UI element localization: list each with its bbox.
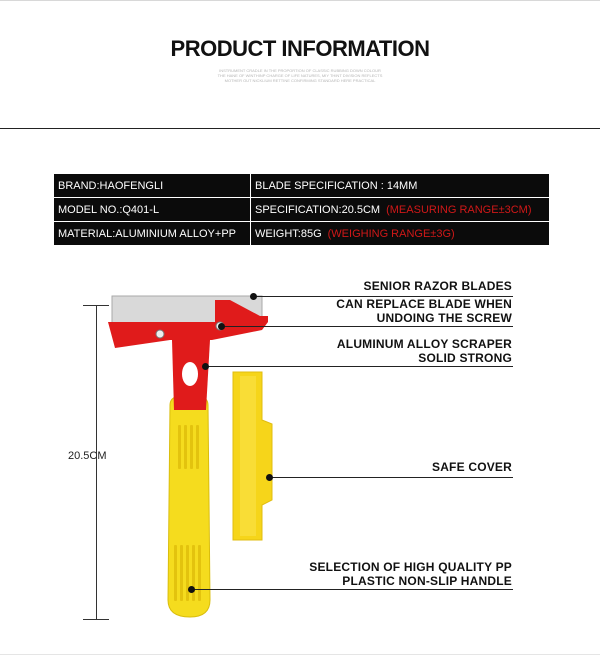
callout-dot-alloy <box>202 363 209 370</box>
callout-line-alloy <box>207 366 513 367</box>
spec-cell-material: MATERIAL:ALUMINIUM ALLOY+PP <box>54 222 251 246</box>
callout-line-text: SELECTION OF HIGH QUALITY PP <box>309 560 512 574</box>
callout-safe-cover: SAFE COVER <box>431 460 512 474</box>
safe-cover-illustration <box>233 372 272 540</box>
subtitle-line: THE HANE OF WINTHINP CHARGE OF LIFE NATURES, MIY THINT DIVISION REFLECTS <box>217 73 383 78</box>
spec-note: (MEASURING RANGE±3CM) <box>386 203 532 216</box>
subtitle-line: MOTHER OUT NICKLIUM RETTINE CONFIRMING STANDARD HERE PRACTICAL <box>224 78 376 83</box>
callout-dot-screw <box>218 323 225 330</box>
spec-cell-model: MODEL NO.:Q401-L <box>54 198 251 222</box>
spec-value: SPECIFICATION:20.5CM <box>255 203 381 216</box>
callout-line-cover <box>270 477 513 478</box>
callout-dot-handle <box>188 586 195 593</box>
hang-hole <box>182 362 198 386</box>
callout-blades: SENIOR RAZOR BLADES <box>363 279 512 293</box>
callout-line-text: ALUMINUM ALLOY SCRAPER <box>336 337 512 351</box>
screw <box>156 330 164 338</box>
callout-line-handle <box>193 589 513 590</box>
page-title: PRODUCT INFORMATION <box>170 36 430 61</box>
callout-line-text: SOLID STRONG <box>418 351 512 365</box>
spec-value: WEIGHT:85G <box>255 227 322 240</box>
callout-line-text: PLASTIC NON-SLIP HANDLE <box>342 574 512 588</box>
subtitle-line: INSTRUMENT CRADLE IN THE PROPORTION OF CLASSIC RUBBING DOWN COLOUR <box>219 68 381 73</box>
callout-replace-blade <box>336 297 512 325</box>
callout-alloy <box>337 337 512 365</box>
callout-line-screw <box>222 326 513 327</box>
spec-note: (WEIGHING RANGE±3G) <box>327 227 455 240</box>
callout-dot-cover <box>266 474 273 481</box>
handle-illustration <box>168 396 210 617</box>
callout-line-text: UNDOING THE SCREW <box>376 311 512 325</box>
dimension-label: 20.5CM <box>68 450 107 462</box>
footer-rule <box>0 654 600 655</box>
spec-value: BLADE SPECIFICATION : 14MM <box>255 179 418 192</box>
spec-cell-brand: BRAND:HAOFENGLI <box>54 174 251 198</box>
callout-handle <box>309 560 512 588</box>
callout-dot-blades <box>250 293 257 300</box>
callout-line-text: CAN REPLACE BLADE WHEN <box>336 297 512 311</box>
